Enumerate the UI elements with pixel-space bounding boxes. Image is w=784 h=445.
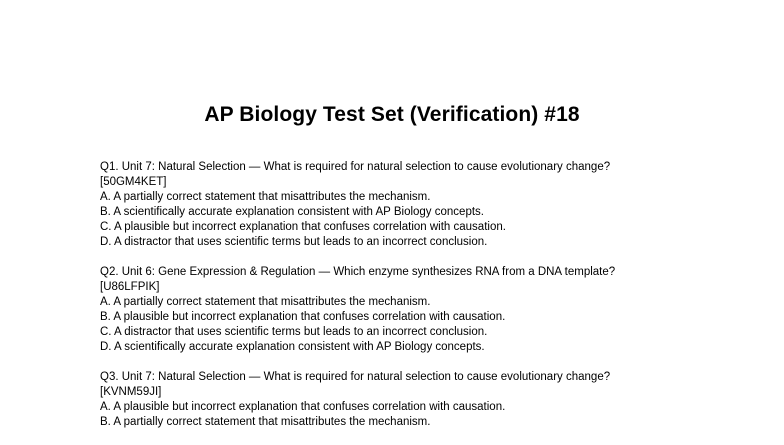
question-code: [KVNM59JI] — [100, 386, 162, 398]
option-b: B. A partially correct statement that misattributes the mechanism. — [100, 416, 431, 428]
question-2 — [100, 265, 770, 355]
option-d: D. A scientifically accurate explanation consistent with AP Biology concepts. — [100, 341, 485, 353]
question-stem: Q2. Unit 6: Gene Expression & Regulation — Which enzyme synthesizes RNA from a DNA template? — [100, 266, 616, 278]
option-d: D. A distractor that uses scientific terms but leads to an incorrect conclusion. — [100, 236, 488, 248]
option-c: C. A plausible but incorrect explanation that confuses correlation with causation. — [100, 221, 506, 233]
option-a: A. A partially correct statement that misattributes the mechanism. — [100, 296, 431, 308]
question-list — [100, 160, 770, 445]
option-a: A. A plausible but incorrect explanation that confuses correlation with causation. — [100, 401, 506, 413]
question-code: [U86LFPIK] — [100, 281, 160, 293]
option-c: C. A distractor that uses scientific terms but leads to an incorrect conclusion. — [100, 326, 488, 338]
option-a: A. A partially correct statement that misattributes the mechanism. — [100, 191, 431, 203]
option-b: B. A scientifically accurate explanation consistent with AP Biology concepts. — [100, 206, 484, 218]
question-3 — [100, 370, 770, 430]
question-1 — [100, 160, 770, 250]
page-title: AP Biology Test Set (Verification) #18 — [204, 103, 580, 126]
question-code: [50GM4KET] — [100, 176, 167, 188]
option-b: B. A plausible but incorrect explanation that confuses correlation with causation. — [100, 311, 506, 323]
question-stem: Q3. Unit 7: Natural Selection — What is required for natural selection to cause evolutionary change? — [100, 371, 611, 383]
question-stem: Q1. Unit 7: Natural Selection — What is required for natural selection to cause evolutionary change? — [100, 161, 611, 173]
